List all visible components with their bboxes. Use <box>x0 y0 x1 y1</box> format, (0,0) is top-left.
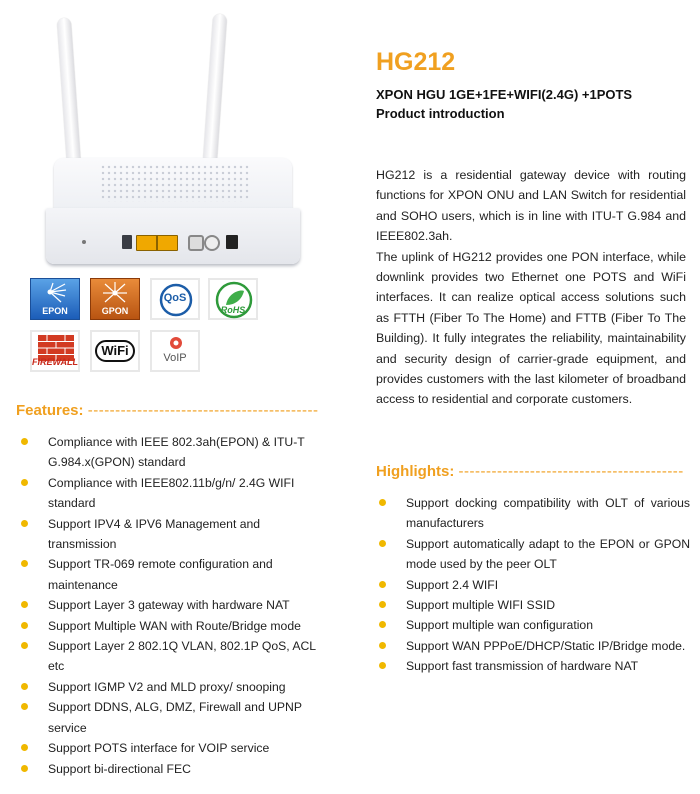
list-item: Support multiple wan configuration <box>374 615 690 635</box>
intro-paragraph: HG212 is a residential gateway device with routing functions for XPON ONU and LAN Switch for residential and SOHO users, which is in line with ITU-T G.984 and IEEE802.3ah. <box>376 168 686 244</box>
list-item: Support DDNS, ALG, DMZ, Firewall and UPNP service <box>16 697 316 738</box>
gpon-label: GPON <box>101 306 129 316</box>
voip-icon <box>150 330 200 372</box>
gpon-icon <box>90 278 140 320</box>
epon-icon <box>30 278 80 320</box>
right-antenna <box>203 14 227 165</box>
list-item: Support automatically adapt to the EPON or GPON mode used by the peer OLT <box>374 534 690 575</box>
qos-label: QoS <box>163 292 187 304</box>
highlights-divider: ----------------------------------------- <box>458 463 684 480</box>
router-vent-grille <box>100 164 250 202</box>
product-introduction-heading: Product introduction <box>376 106 505 121</box>
power-button <box>204 235 220 251</box>
wifi-label: WiFi <box>101 343 129 358</box>
router-image <box>40 10 320 280</box>
left-antenna <box>57 18 81 169</box>
epon-label: EPON <box>42 306 68 316</box>
pon-port <box>122 235 132 249</box>
wifi-icon <box>90 330 140 372</box>
list-item: Support WAN PPPoE/DHCP/Static IP/Bridge mode. <box>374 636 690 656</box>
list-item: Compliance with IEEE 802.3ah(EPON) & ITU-T G.984.x(GPON) standard <box>16 432 316 473</box>
lan-ports <box>136 235 178 251</box>
list-item: Support TR-069 remote configuration and maintenance <box>16 554 316 595</box>
list-item: Support Layer 3 gateway with hardware NAT <box>16 595 316 615</box>
qos-icon <box>150 278 200 320</box>
rohs-label: RoHS <box>220 305 246 315</box>
highlights-list <box>374 493 690 677</box>
intro-paragraph: The uplink of HG212 provides one PON interface, while downlink provides two Ethernet one POTS and WiFi interfaces. It can realize optical access solutions such as FTTH (Fiber To The Home) and FTTB (Fiber To The Building). It fully integrates the reliability, maintainability and security design of carrier-grade equipment, and provides customers with the last kilometer of broadband access to residential and corporate customers. <box>376 249 686 407</box>
product-description <box>376 165 686 410</box>
rohs-icon <box>208 278 258 320</box>
list-item: Support Layer 2 802.1Q VLAN, 802.1P QoS, ACL etc <box>16 636 316 677</box>
phone-port <box>188 235 204 251</box>
firewall-icon <box>30 330 80 372</box>
features-title: Features: <box>16 402 84 419</box>
features-heading <box>16 402 319 419</box>
list-item: Compliance with IEEE802.11b/g/n/ 2.4G WIFI standard <box>16 473 316 514</box>
list-item: Support IPV4 & IPV6 Management and transmission <box>16 514 316 555</box>
list-item: Support 2.4 WIFI <box>374 575 690 595</box>
list-item: Support bi-directional FEC <box>16 759 316 779</box>
list-item: Support fast transmission of hardware NAT <box>374 656 690 676</box>
firewall-label: FIREWALL <box>32 357 78 367</box>
features-divider: ------------------------------------------ <box>87 402 319 419</box>
list-item: Support IGMP V2 and MLD proxy/ snooping <box>16 677 316 697</box>
power-jack <box>226 235 238 249</box>
voip-label: VoIP <box>163 352 187 364</box>
list-item: Support multiple WIFI SSID <box>374 595 690 615</box>
list-item: Support Multiple WAN with Route/Bridge mode <box>16 616 316 636</box>
list-item: Support docking compatibility with OLT of various manufacturers <box>374 493 690 534</box>
product-title: HG212 <box>376 48 456 76</box>
product-subtitle: XPON HGU 1GE+1FE+WIFI(2.4G) +1POTS <box>376 87 633 102</box>
features-list <box>16 432 316 779</box>
indicator-hole <box>82 240 86 244</box>
highlights-title: Highlights: <box>376 463 455 480</box>
list-item: Support POTS interface for VOIP service <box>16 738 316 758</box>
highlights-heading <box>376 463 684 480</box>
